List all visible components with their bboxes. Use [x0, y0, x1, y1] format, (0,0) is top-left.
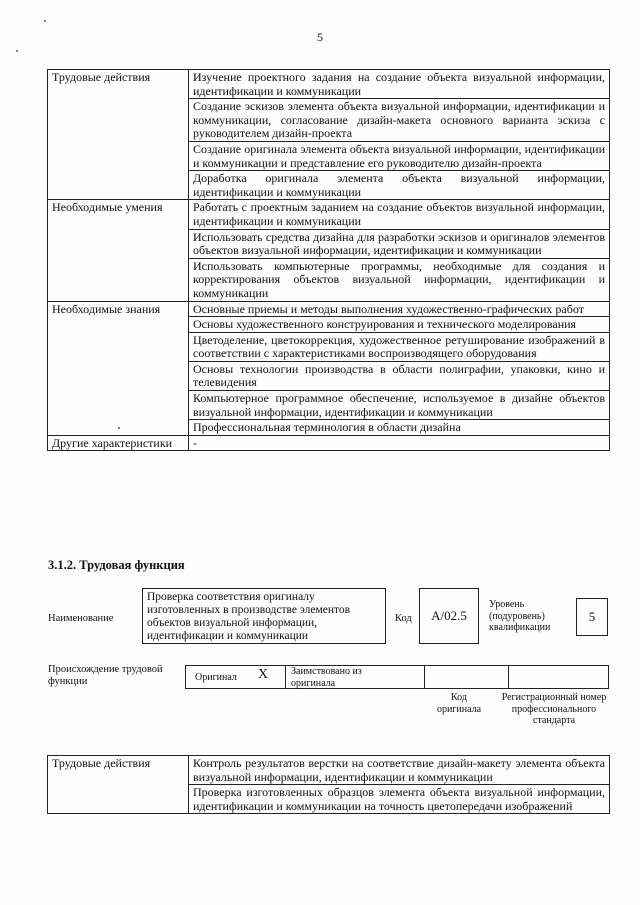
row-item: Основные приемы и методы выполнения художественно-графических работ: [189, 301, 610, 317]
row-label: Необходимые умения: [48, 200, 189, 301]
row-item: -: [189, 435, 610, 451]
labor-actions-table: [47, 755, 610, 814]
row-label: Другие характеристики: [48, 435, 189, 451]
reg-number-label: Регистрационный номер профессионального стандарта: [501, 692, 607, 726]
borrowed-label: Заимствовано из оригинала: [291, 666, 362, 689]
origin-row: [185, 665, 609, 689]
table-row: [48, 756, 610, 785]
row-item: Проверка изготовленных образцов элемента объекта визуальной информации, идентификации и коммуникации на точность цветопередачи изображений: [189, 785, 610, 814]
table-row: [48, 435, 610, 451]
scan-speck: [16, 50, 18, 52]
row-item: Цветоделение, цветокоррекция, художественное ретуширование изображений в соответствии с характеристиками воспроизводящего оборудования: [189, 332, 610, 361]
function-name-box: Проверка соответствия оригиналу изготовленных в производстве элементов объектов визуальной информации, идентификации и коммуникации: [142, 588, 386, 644]
origin-label: Происхождение трудовой функции: [48, 664, 163, 687]
row-item: Контроль результатов верстки на соответствие дизайн-макету элемента объекта визуальной информации, идентификации и коммуникации: [189, 756, 610, 785]
row-item: Использовать компьютерные программы, необходимые для создания и корректирования объектов визуальной информации, идентификации и коммуникации: [189, 258, 610, 301]
scan-speck: [44, 20, 46, 22]
code-label: Код: [395, 613, 412, 624]
section-heading: 3.1.2. Трудовая функция: [48, 558, 185, 572]
level-label: Уровень (подуровень) квалификации: [489, 599, 551, 633]
row-item: Изучение проектного задания на создание объекта визуальной информации, идентификации и коммуникации: [189, 70, 610, 99]
origin-divider: [424, 666, 425, 688]
row-item: Доработка оригинала элемента объекта визуальной информации, идентификации и коммуникации: [189, 171, 610, 200]
competency-table: [47, 69, 610, 451]
origin-divider: [285, 666, 286, 688]
row-item: Создание эскизов элемента объекта визуальной информации, идентификации и коммуникации, согласование дизайн-макета основного варианта эскиза с руководителем дизайн-проекта: [189, 99, 610, 142]
row-label: Необходимые знания: [48, 301, 189, 435]
level-value-box: 5: [576, 598, 608, 636]
row-label: Трудовые действия: [48, 756, 189, 814]
row-item: Работать с проектным заданием на создание объектов визуальной информации, идентификации и коммуникации: [189, 200, 610, 229]
original-label: Оригинал: [195, 672, 237, 683]
origin-divider: [508, 666, 509, 688]
page-number: 5: [317, 30, 323, 44]
original-mark: X: [258, 667, 269, 682]
name-label: Наименование: [48, 613, 114, 624]
table-row: [48, 301, 610, 317]
table-row: [48, 70, 610, 99]
code-value-box: А/02.5: [419, 588, 479, 644]
row-item: Основы художественного конструирования и технического моделирования: [189, 317, 610, 333]
table-row: [48, 200, 610, 229]
row-item: Создание оригинала элемента объекта визуальной информации, идентификации и коммуникации и представление его руководителю дизайн-проекта: [189, 141, 610, 170]
row-label: Трудовые действия: [48, 70, 189, 200]
row-item: Компьютерное программное обеспечение, используемое в дизайне объектов визуальной информации, идентификации и коммуникации: [189, 391, 610, 420]
row-item: Использовать средства дизайна для разработки эскизов и оригиналов элементов объектов визуальной информации, идентификации и коммуникации: [189, 229, 610, 258]
row-item: Профессиональная терминология в области дизайна: [189, 420, 610, 436]
code-original-label: Код оригинала: [436, 692, 482, 715]
row-item: Основы технологии производства в области полиграфии, упаковки, кино и телевидения: [189, 361, 610, 390]
